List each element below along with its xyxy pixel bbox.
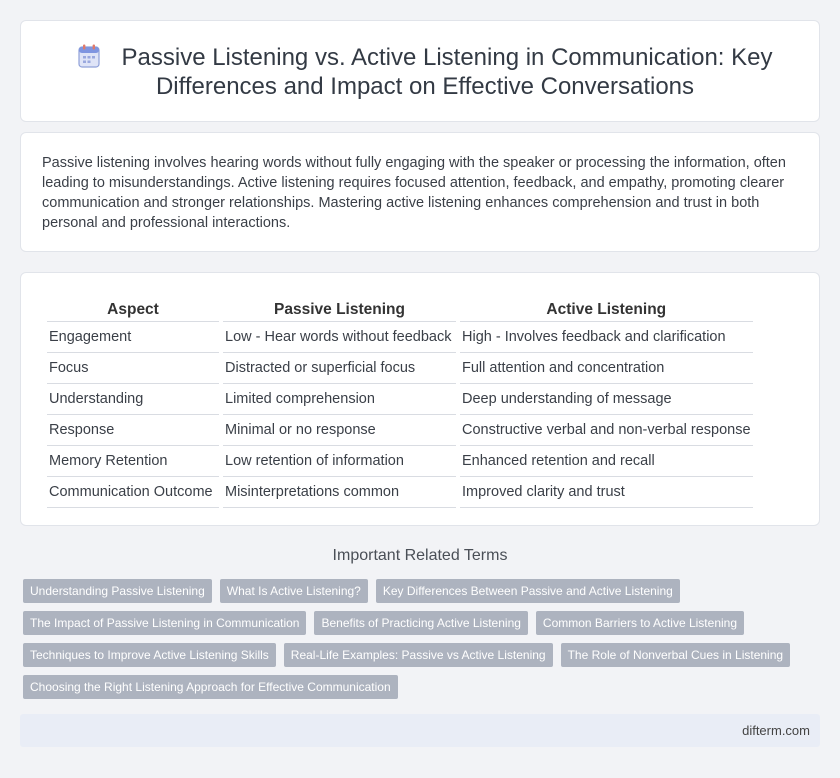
- comparison-table: [43, 295, 757, 508]
- related-term-link[interactable]: Benefits of Practicing Active Listening: [314, 611, 527, 635]
- table-row: [47, 415, 753, 446]
- related-term-link[interactable]: Choosing the Right Listening Approach for Effective Communication: [23, 675, 398, 699]
- related-term-link[interactable]: Real-Life Examples: Passive vs Active Listening: [284, 643, 553, 667]
- header-card: [20, 20, 820, 122]
- cell-aspect: Response: [47, 415, 219, 446]
- footer-site-link[interactable]: difterm.com: [742, 723, 810, 738]
- cell-aspect: Memory Retention: [47, 446, 219, 477]
- cell-passive: Low - Hear words without feedback: [223, 322, 456, 353]
- cell-active: Enhanced retention and recall: [460, 446, 753, 477]
- related-term-link[interactable]: Common Barriers to Active Listening: [536, 611, 744, 635]
- comparison-table-card: [20, 272, 820, 526]
- page-title-row: [61, 43, 789, 101]
- table-row: [47, 322, 753, 353]
- table-row: [47, 477, 753, 508]
- header-active: Active Listening: [460, 295, 753, 322]
- related-term-link[interactable]: What Is Active Listening?: [220, 579, 368, 603]
- intro-text: Passive listening involves hearing words without fully engaging with the speaker or processing the information, often leading to misunderstandings. Active listening requires focused attention, feedback, and empathy, promoting clearer communication and stronger relationships. Mastering active listening enhances comprehension and trust in both personal and professional interactions.: [42, 155, 786, 231]
- table-row: [47, 384, 753, 415]
- cell-aspect: Communication Outcome: [47, 477, 219, 508]
- cell-active: Deep understanding of message: [460, 384, 753, 415]
- cell-aspect: Focus: [47, 353, 219, 384]
- table-row: [47, 446, 753, 477]
- cell-aspect: Understanding: [47, 384, 219, 415]
- intro-card: [20, 132, 820, 252]
- cell-passive: Misinterpretations common: [223, 477, 456, 508]
- cell-active: High - Involves feedback and clarification: [460, 322, 753, 353]
- related-terms-list: [23, 579, 803, 699]
- cell-active: Improved clarity and trust: [460, 477, 753, 508]
- page-title: Passive Listening vs. Active Listening in Communication: Key Differences and Impact on Effective Conversations: [121, 44, 773, 100]
- cell-passive: Limited comprehension: [223, 384, 456, 415]
- cell-active: Constructive verbal and non-verbal response: [460, 415, 753, 446]
- calendar-icon: [78, 44, 100, 68]
- footer-bar: [20, 714, 820, 747]
- related-term-link[interactable]: Key Differences Between Passive and Active Listening: [376, 579, 680, 603]
- related-term-link[interactable]: Understanding Passive Listening: [23, 579, 212, 603]
- header-passive: Passive Listening: [223, 295, 456, 322]
- related-term-link[interactable]: The Impact of Passive Listening in Communication: [23, 611, 306, 635]
- cell-aspect: Engagement: [47, 322, 219, 353]
- cell-passive: Minimal or no response: [223, 415, 456, 446]
- table-row: [47, 353, 753, 384]
- cell-passive: Low retention of information: [223, 446, 456, 477]
- table-header-row: [47, 295, 753, 322]
- cell-active: Full attention and concentration: [460, 353, 753, 384]
- header-aspect: Aspect: [47, 295, 219, 322]
- related-terms-title: Important Related Terms: [332, 547, 508, 564]
- cell-passive: Distracted or superficial focus: [223, 353, 456, 384]
- related-term-link[interactable]: Techniques to Improve Active Listening Skills: [23, 643, 276, 667]
- related-term-link[interactable]: The Role of Nonverbal Cues in Listening: [561, 643, 790, 667]
